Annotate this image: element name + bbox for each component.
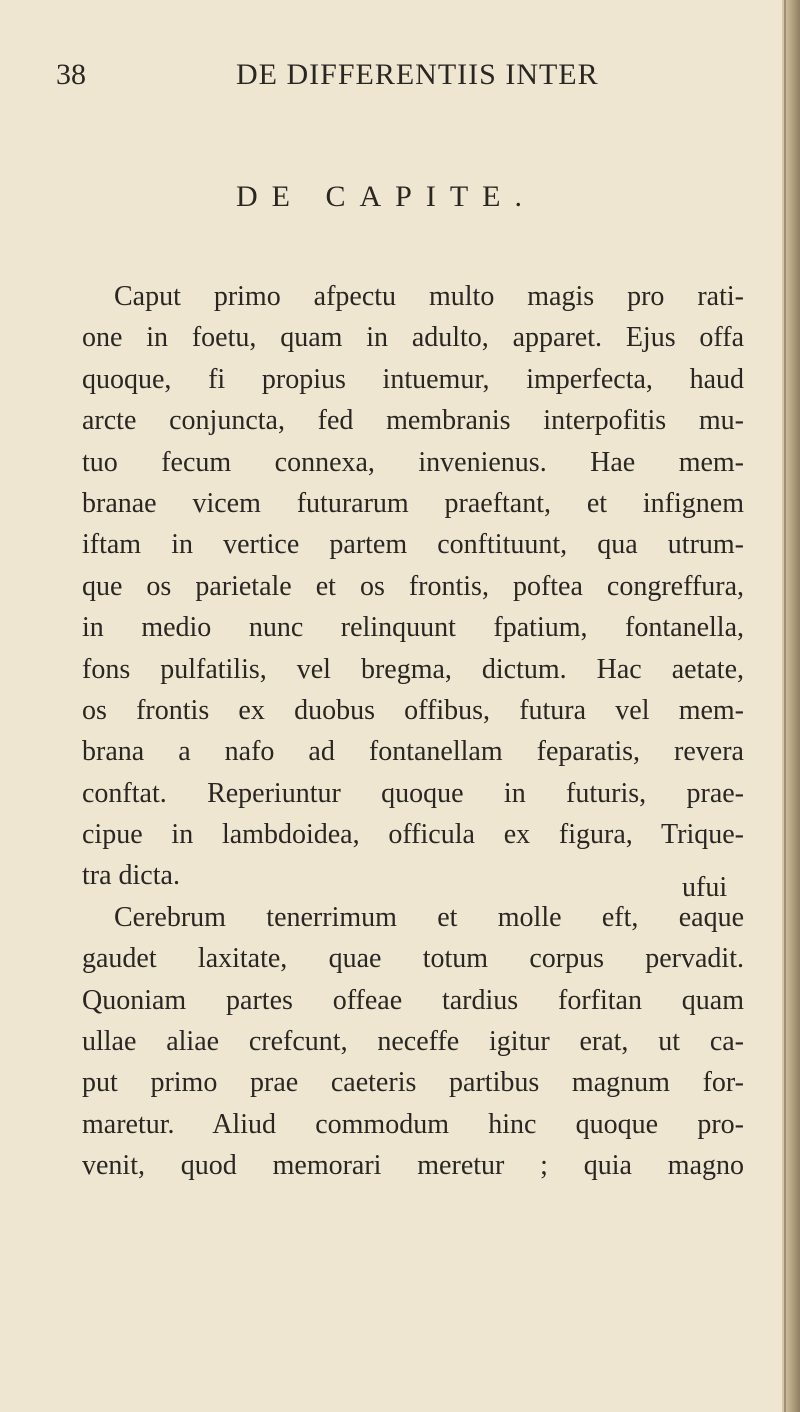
page-number: 38 (56, 58, 86, 91)
text-line: tuo fecum connexa, invenienus. Hae mem- (82, 446, 744, 478)
text-line: arcte conjuncta, fed membranis interpofitis mu- (82, 405, 744, 437)
text-line: cipue in lambdoidea, officula ex figura, Trique- (82, 819, 744, 851)
text-line: put primo prae caeteris partibus magnum for- (82, 1067, 744, 1099)
text-line: Cerebrum tenerrimum et molle eft, eaque (114, 901, 744, 933)
text-line: que os parietale et os frontis, poftea congreffura, (82, 570, 744, 602)
text-line: iftam in vertice partem conftituunt, qua utrum- (82, 529, 744, 561)
body-text (82, 276, 744, 1187)
text-line: fons pulfatilis, vel bregma, dictum. Hac aetate, (82, 653, 744, 685)
catchword: ufui (682, 872, 728, 903)
page-edge-shadow (784, 0, 786, 1412)
text-line: venit, quod memorari meretur ; quia magno (82, 1150, 744, 1182)
text-line: maretur. Aliud commodum hinc quoque pro- (82, 1108, 744, 1140)
text-line: one in foetu, quam in adulto, apparet. Ejus offa (82, 322, 744, 354)
text-line: tra dicta. (82, 860, 180, 892)
text-line: Quoniam partes offeae tardius forfitan quam (82, 984, 744, 1016)
section-title: DE CAPITE. (236, 180, 536, 213)
text-line: ullae aliae crefcunt, neceffe igitur erat, ut ca- (82, 1026, 744, 1058)
text-line: in medio nunc relinquunt fpatium, fontanella, (82, 612, 744, 644)
text-line: brana a nafo ad fontanellam feparatis, revera (82, 736, 744, 768)
text-line: branae vicem futurarum praeftant, et infignem (82, 487, 744, 519)
text-line: os frontis ex duobus offibus, futura vel mem- (82, 694, 744, 726)
text-line: gaudet laxitate, quae totum corpus pervadit. (82, 943, 744, 975)
running-head (56, 58, 756, 98)
text-line: Caput primo afpectu multo magis pro rati- (114, 281, 744, 312)
text-line: conftat. Reperiuntur quoque in futuris, prae- (82, 777, 744, 809)
paragraph-1 (82, 276, 744, 897)
text-line: quoque, fi propius intuemur, imperfecta, haud (82, 363, 744, 395)
paragraph-2 (82, 897, 744, 1187)
running-head-title: DE DIFFERENTIIS INTER (236, 58, 599, 91)
